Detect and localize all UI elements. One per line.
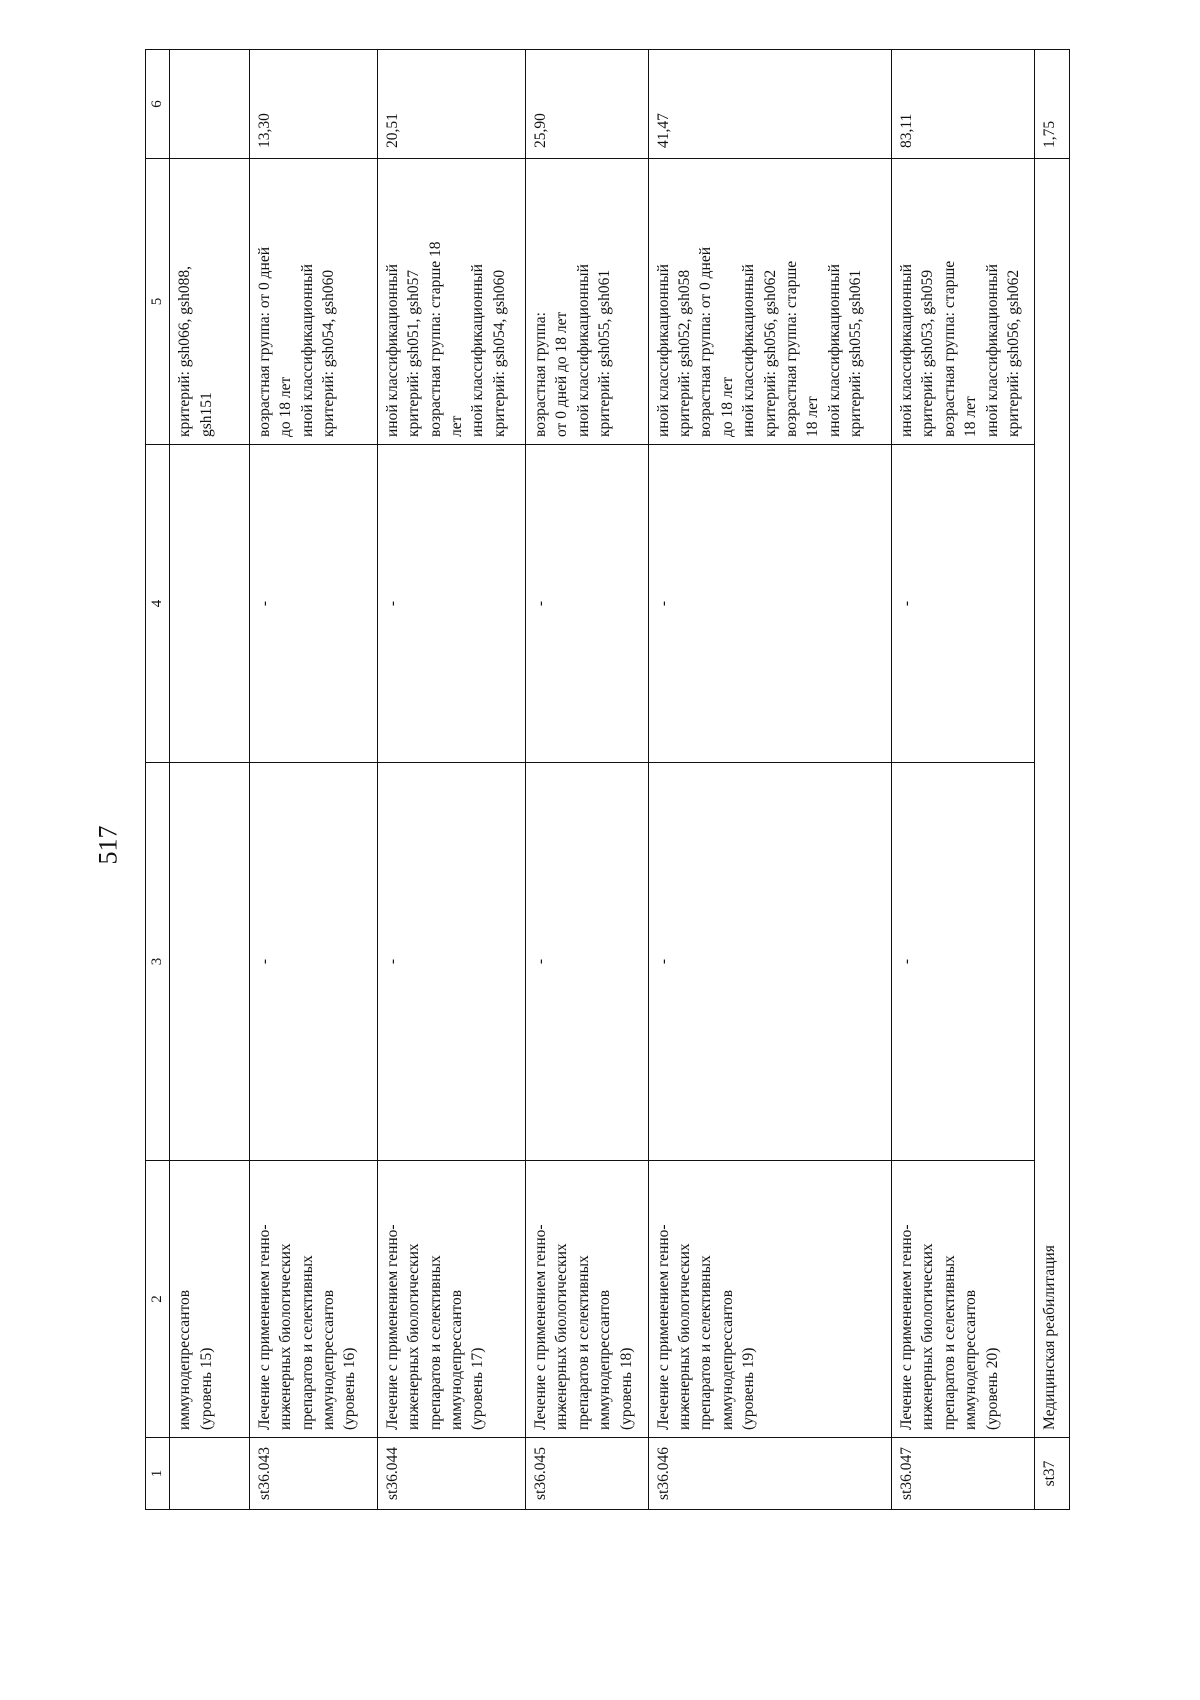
section-code: st37: [1035, 1438, 1070, 1510]
table-row: [170, 50, 250, 1510]
table-row: [648, 50, 891, 1510]
row-code: st36.044: [377, 1438, 525, 1510]
row-coefficient: 20,51: [377, 50, 525, 159]
row-col4: -: [526, 445, 649, 763]
column-header: 4: [146, 445, 170, 763]
row-code: st36.043: [249, 1438, 377, 1510]
row-col3: -: [249, 763, 377, 1161]
table-row: [892, 50, 1035, 1510]
row-criteria: иной классификационный критерий: gsh053, gsh059 возрастная группа: старше 18 лет иной классификационный критерий: gsh056, gsh062: [892, 159, 1035, 445]
tariff-table-rotated: [145, 50, 1070, 1510]
row-col3: -: [377, 763, 525, 1161]
row-coefficient: 83,11: [892, 50, 1035, 159]
row-col4: -: [648, 445, 891, 763]
row-criteria: иной классификационный критерий: gsh052, gsh058 возрастная группа: от 0 дней до 18 лет иной классификационный критерий: gsh056, gsh062 возрастная группа: старше 18 лет иной классификационный критерий: gsh055, gsh061: [648, 159, 891, 445]
header-row: [146, 50, 170, 1510]
row-name: Лечение с применением генно- инженерных биологических препаратов и селективных иммунодепрессантов (уровень 16): [249, 1161, 377, 1438]
row-code: st36.047: [892, 1438, 1035, 1510]
row-col4: -: [892, 445, 1035, 763]
row-criteria: критерий: gsh066, gsh088, gsh151: [170, 159, 250, 445]
section-coefficient: 1,75: [1035, 50, 1070, 159]
row-name: Лечение с применением генно- инженерных биологических препаратов и селективных иммунодепрессантов (уровень 20): [892, 1161, 1035, 1438]
row-col3: -: [892, 763, 1035, 1161]
row-col3: [170, 763, 250, 1161]
column-header: 1: [146, 1438, 170, 1510]
row-code: [170, 1438, 250, 1510]
row-coefficient: 41,47: [648, 50, 891, 159]
table-row: [526, 50, 649, 1510]
row-col3: -: [648, 763, 891, 1161]
row-name: Лечение с применением генно- инженерных биологических препаратов и селективных иммунодепрессантов (уровень 17): [377, 1161, 525, 1438]
section-row: [1035, 50, 1070, 1510]
row-criteria: возрастная группа: от 0 дней до 18 лет иной классификационный критерий: gsh055, gsh061: [526, 159, 649, 445]
column-header: 6: [146, 50, 170, 159]
row-name: иммунодепрессантов (уровень 15): [170, 1161, 250, 1438]
row-coefficient: 25,90: [526, 50, 649, 159]
section-name: Медицинская реабилитация: [1035, 159, 1070, 1438]
column-header: 5: [146, 159, 170, 445]
row-coefficient: 13,30: [249, 50, 377, 159]
table-row: [377, 50, 525, 1510]
row-name: Лечение с применением генно- инженерных биологических препаратов и селективных иммунодепрессантов (уровень 18): [526, 1161, 649, 1438]
column-header: 2: [146, 1161, 170, 1438]
row-col4: -: [377, 445, 525, 763]
page-number: 517: [93, 825, 122, 865]
table-row: [249, 50, 377, 1510]
column-header: 3: [146, 763, 170, 1161]
row-coefficient: [170, 50, 250, 159]
row-col4: -: [249, 445, 377, 763]
row-code: st36.045: [526, 1438, 649, 1510]
tariff-table: [145, 49, 1070, 1510]
row-col4: [170, 445, 250, 763]
row-col3: -: [526, 763, 649, 1161]
row-criteria: иной классификационный критерий: gsh051, gsh057 возрастная группа: старше 18 лет иной классификационный критерий: gsh054, gsh060: [377, 159, 525, 445]
row-criteria: возрастная группа: от 0 дней до 18 лет иной классификационный критерий: gsh054, gsh060: [249, 159, 377, 445]
row-name: Лечение с применением генно- инженерных биологических препаратов и селективных иммунодепрессантов (уровень 19): [648, 1161, 891, 1438]
row-code: st36.046: [648, 1438, 891, 1510]
